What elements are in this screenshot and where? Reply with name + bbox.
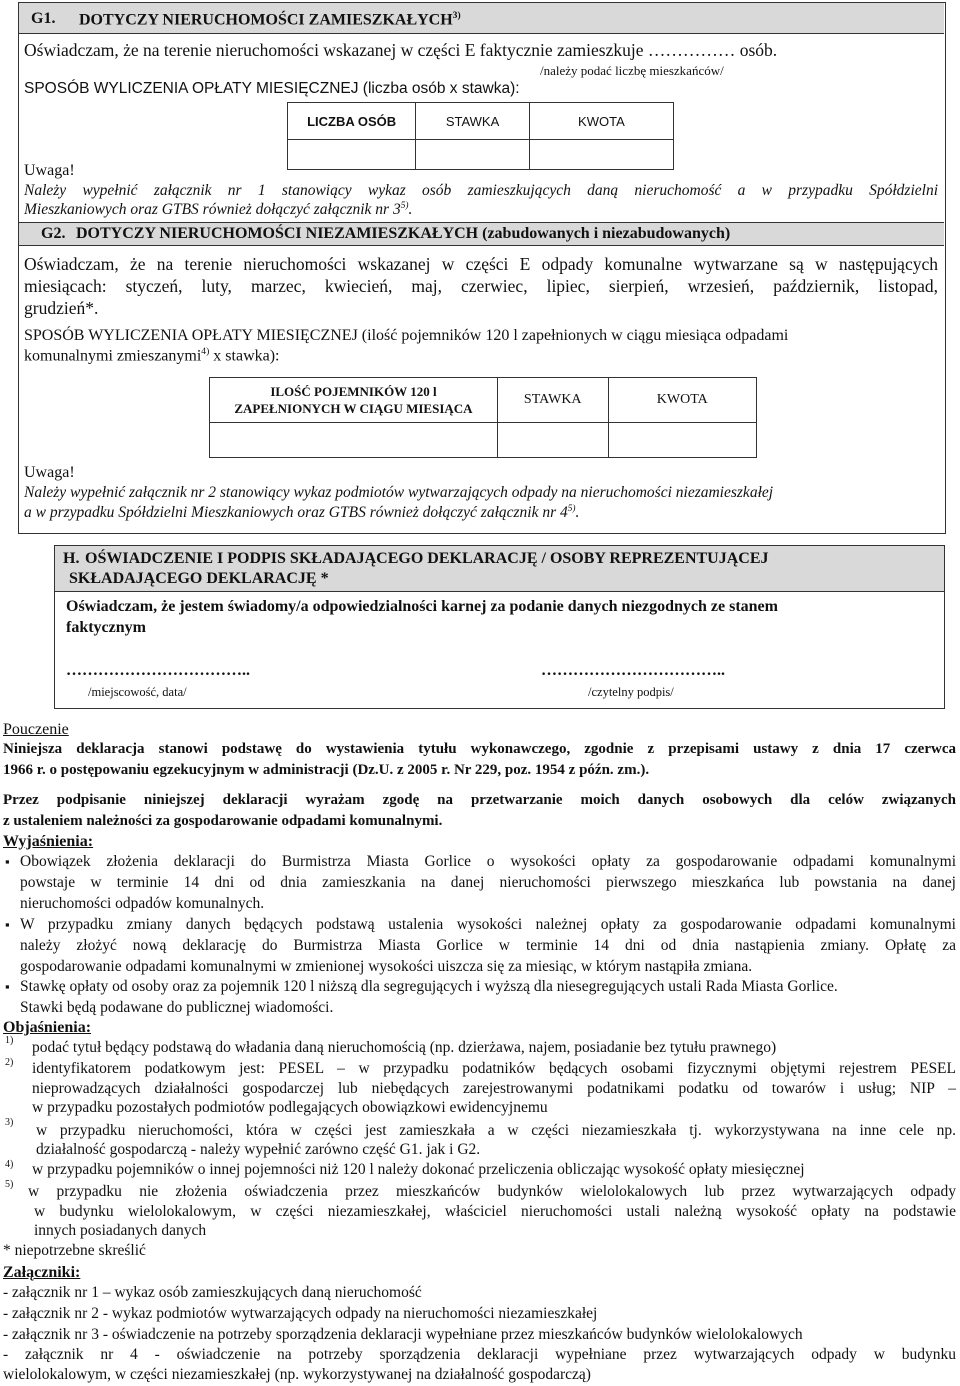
g2-amount-input[interactable]	[608, 423, 756, 458]
footnote-5: 5) w przypadku nie złożenia oświadczenia przez mieszkańców budynków wielolokalowych lub przez wytwarzających odpady w budynku wielolokalowym, w części niezamieszkałej, właściciel nieruchomości ustali należną wysokość opłaty na podstawie innych posiadanych danych	[5, 1179, 956, 1239]
h-statement-line1: Oświadczam, że jestem świadomy/a odpowiedzialności karnej za podanie danych niezgodnych ze stanem	[66, 598, 778, 615]
g1-note-line1: Należy wypełnić załącznik nr 1 stanowiący wykaz osób zamieszkujących daną nieruchomość a w przypadku Spółdzielni	[24, 182, 938, 199]
g1-persons-input[interactable]	[288, 140, 416, 170]
g1-header-code: G1.	[31, 10, 56, 27]
g2-col-amount: KWOTA	[608, 378, 756, 423]
g2-fee-table	[209, 377, 757, 458]
g2-rate-input[interactable]	[497, 423, 608, 458]
h-place-date-label: /miejscowość, data/	[88, 685, 187, 699]
attachment-4-line1: - załącznik nr 4 - oświadczenie na potrzeby sporządzenia deklaracji wypełniane przez wytwarzających odpady w budynku	[3, 1346, 956, 1363]
h-statement-line2: faktycznym	[66, 619, 146, 636]
pouczenie-line1: Niniejsza deklaracja stanowi podstawę do wystawienia tytułu wykonawczego, zgodnie z przepisami ustawy z dnia 17 czerwca	[3, 741, 956, 757]
footnote-3: 3) w przypadku nieruchomości, która w części jest zamieszkała a w części niezamieszkała tj. wykorzystywana na inne cele np. działalność gospodarczą - należy wypełnić zarówno część G1. jak i G2.	[5, 1117, 956, 1158]
pouczenie-line2: 1966 r. o postępowaniu egzekucyjnym w administracji (Dz.U. z 2005 r. Nr 229, poz. 1954 z późn. zm.).	[3, 762, 650, 778]
g1-amount-input[interactable]	[529, 140, 673, 170]
g1-header-title: DOTYCZY NIERUCHOMOŚCI ZAMIESZKAŁYCH$^{3)}$	[79, 10, 461, 29]
g2-col-containers: ILOŚĆ POJEMNIKÓW 120 l ZAPEŁNIONYCH W CIĄGU MIESIĄCA	[210, 378, 498, 423]
g1-rate-input[interactable]	[416, 140, 529, 170]
wyjasnienia-bullet-3: ▪ Stawkę opłaty od osoby oraz za pojemnik 120 l niższą dla segregujących i wyższą dla niesegregujących ustali Rada Miasta Gorlice. Stawki będą podawane do publicznej wiadomości.	[5, 978, 838, 1016]
wyjasnienia-bullet-2: ▪ W przypadku zmiany danych będących podstawą ustalenia wysokości należnej opłaty za gospodarowanie odpadami komunalnymi należy złożyć nową deklarację do Burmistrza Miasta Gorlice w terminie 14 dni od dnia nastąpienia zmiany. Opłatę za gospodarowanie odpadami komunalnymi w zmienionej wysokości uiszcza się za miesiąc, w którym nastąpiła zmiana.	[5, 916, 956, 975]
h-signature-label: /czytelny podpis/	[588, 685, 674, 699]
pouczenie-title: Pouczenie	[3, 721, 69, 738]
bullet-icon: ▪	[5, 917, 10, 932]
g2-header	[19, 222, 944, 246]
h-header-code: H.	[63, 550, 80, 567]
zalaczniki-title: Załączniki:	[3, 1264, 81, 1281]
objasnienia-title: Objaśnienia:	[3, 1019, 92, 1036]
bullet-icon: ▪	[5, 854, 10, 869]
g2-declare-line3: grudzień*.	[24, 298, 99, 318]
wyjasnienia-title: Wyjaśnienia:	[3, 833, 94, 850]
h-place-date-field[interactable]: ……………………………..	[66, 662, 250, 679]
g2-header-code: G2.	[41, 225, 66, 242]
g2-note-label: Uwaga!	[24, 464, 75, 481]
h-header	[55, 546, 944, 592]
g1-col-amount: KWOTA	[529, 103, 673, 140]
g2-method-line2: komunalnymi zmieszanymi$^{4)}$ x stawka):	[24, 346, 280, 365]
footnote-1: 1) podać tytuł będący podstawą do władania daną nieruchomością (np. dzierżawa, najem, posiadanie bez tytułu prawnego)	[5, 1035, 777, 1056]
g1-note-label: Uwaga!	[24, 162, 75, 179]
g1-hint: /należy podać liczbę mieszkańców/	[540, 63, 724, 78]
attachment-4-line2: wielolokalowym, w części niezamieszkałej (np. wykorzystywanej na działalność gospodarczą)	[3, 1366, 591, 1383]
g1-col-persons: LICZBA OSÓB	[288, 103, 416, 140]
g2-declare-line2: miesiącach: styczeń, luty, marzec, kwiecień, maj, czerwiec, lipiec, sierpień, wrzesień, październik, listopad,	[24, 276, 938, 296]
g2-col-rate: STAWKA	[497, 378, 608, 423]
g1-col-rate: STAWKA	[416, 103, 529, 140]
footnote-2: 2) identyfikatorem podatkowym jest: PESEL – w przypadku podatników będących osobami fizycznymi objętymi rejestrem PESEL nieprowadzących działalności gospodarczej lub niebędących zarejestrowanymi podatnikami podatku od towarów i usług; NIP – w przypadku pozostałych podmiotów podlegających obowiązkowi ewidencyjnemu	[5, 1057, 956, 1116]
g2-note-line1: Należy wypełnić załącznik nr 2 stanowiący wykaz podmiotów wytwarzających odpady na nieruchomości niezamieszkałej	[24, 484, 774, 501]
wyjasnienia-bullet-1: ▪ Obowiązek złożenia deklaracji do Burmistrza Miasta Gorlice o wysokości opłaty za gospodarowanie odpadami komunalnymi powstaje w terminie 14 dni od dnia zamieszkania na danej nieruchomości pierwszego mieszkańca lub powstania na danej nieruchomości odpadów komunalnych.	[5, 853, 956, 912]
g2-containers-input[interactable]	[210, 423, 498, 458]
g1-fee-table	[287, 102, 674, 170]
h-header-line1: OŚWIADCZENIE I PODPIS SKŁADAJĄCEGO DEKLARACJĘ / OSOBY REPREZENTUJĄCEJ	[85, 550, 769, 567]
g2-method-line1: SPOSÓB WYLICZENIA OPŁATY MIESIĘCZNEJ (ilość pojemników 120 l zapełnionych w ciągu miesiąca odpadami	[24, 327, 789, 344]
g2-header-title: DOTYCZY NIERUCHOMOŚCI NIEZAMIESZKAŁYCH (zabudowanych i niezabudowanych)	[76, 225, 731, 242]
footnote-4: 4) w przypadku pojemników o innej pojemności niż 120 l należy dokonać przeliczenia obliczając wysokość opłaty miesięcznej	[5, 1159, 805, 1178]
g2-declare-line1: Oświadczam, że na terenie nieruchomości wskazanej w części E odpady komunalne wytwarzane są w następujących	[24, 254, 938, 274]
attachment-3: - załącznik nr 3 - oświadczenie na potrzeby sporządzenia deklaracji wypełniane przez mieszkańców budynków wielolokalowych	[3, 1326, 803, 1343]
g1-persons-count-field[interactable]: ……………	[647, 40, 736, 60]
g1-header	[19, 3, 944, 34]
g1-note-line2: Mieszkaniowych oraz GTBS również dołączyć załącznik nr 3$^{5)}$.	[24, 201, 413, 219]
h-signature-field[interactable]: ……………………………..	[541, 662, 725, 679]
g2-note-line2: a w przypadku Spółdzielni Mieszkaniowych oraz GTBS również dołączyć załącznik nr 4$^{5)}$.	[24, 504, 580, 522]
consent-line2: z ustaleniem należności za gospodarowanie odpadami komunalnymi.	[3, 813, 443, 829]
attachment-1: - załącznik nr 1 – wykaz osób zamieszkujących daną nieruchomość	[3, 1284, 422, 1301]
g1-method: SPOSÓB WYLICZENIA OPŁATY MIESIĘCZNEJ (liczba osób x stawka):	[24, 80, 520, 97]
bullet-icon: ▪	[5, 979, 10, 994]
h-header-line2: SKŁADAJĄCEGO DEKLARACJĘ *	[69, 570, 329, 587]
attachment-2: - załącznik nr 2 - wykaz podmiotów wytwarzających odpady na nieruchomości niezamieszkałej	[3, 1305, 598, 1322]
g1-declare-line: Oświadczam, że na terenie nieruchomości wskazanej w części E faktycznie zamieszkuje …………… osób.	[24, 40, 778, 60]
footnote-star: * niepotrzebne skreślić	[3, 1242, 146, 1259]
consent-line1: Przez podpisanie niniejszej deklaracji wyrażam zgodę na przetwarzanie moich danych osobowych dla celów związanych	[3, 792, 956, 808]
